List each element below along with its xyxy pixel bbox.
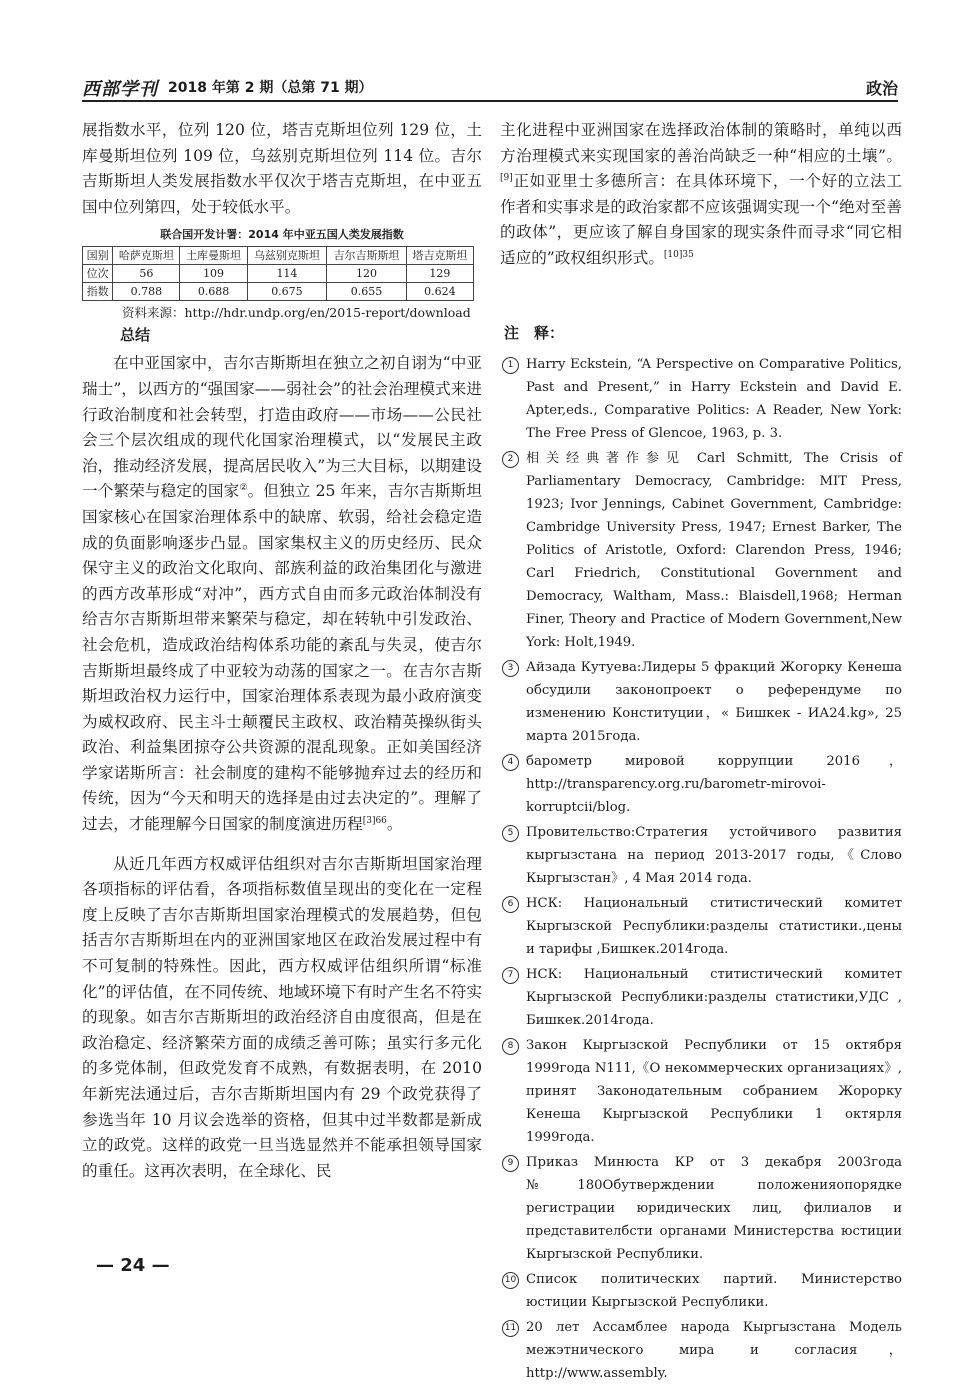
right-column — [500, 118, 902, 1387]
page-header — [82, 72, 898, 100]
note-text: 20 лет Ассамблее народа Кыргызстана Модель межэтнического мира и согласия，http://www.assembly. — [526, 1319, 902, 1381]
table-cell: 土库曼斯坦 — [180, 247, 247, 265]
note-item — [500, 892, 902, 961]
paragraph — [500, 118, 902, 272]
note-number: 7 — [502, 967, 519, 984]
table-cell: 哈萨克斯坦 — [113, 247, 180, 265]
table-cell: 0.788 — [113, 283, 180, 301]
table-header-row — [83, 247, 474, 265]
text-run: 。 — [386, 815, 403, 834]
note-text: Айзада Кутуева:Лидеры 5 фракций Жогорку Кенеша обсудили законопроект о референдуме по изменению Конституции，« Бишкек - ИА24.kg», 25 марта 2015года. — [526, 659, 902, 744]
notes-heading: 注 释： — [504, 323, 565, 342]
header-rule — [82, 100, 898, 102]
note-text: НСК: Национальный ститистический комитет Кыргызской Республики:разделы статистики.,цены и тарифы ,Бишкек.2014года. — [526, 895, 902, 957]
footnote-ref: ② — [239, 483, 248, 494]
note-item — [500, 1034, 902, 1149]
note-number: 5 — [502, 825, 519, 842]
note-text: барометр мировой коррупции 2016，http://transparency.org.ru/barometr-mirovoi-korruptcii/blog. — [526, 753, 902, 815]
section-heading: 总结 — [120, 326, 151, 345]
table-cell: 塔吉克斯坦 — [406, 247, 473, 265]
text-run: 。但独立 25 年来，吉尔吉斯斯坦国家核心在国家治理体系中的缺席、软弱，给社会稳定造成的负面影响逐步凸显。国家集权主义的历史经历、民众保守主义的政治文化取向、部族利益的政治集团化与激进的西方改革形成“对冲”，西方式自由而多元政治体制没有给吉尔吉斯斯坦带来繁荣与稳定，却在转轨中引发政治、社会危机，造成政治结构体系功能的紊乱与失灵，使吉尔吉斯斯坦最终成了中亚较为动荡的国家之一。在吉尔吉斯斯坦政治权力运行中，国家治理体系表现为最小政府演变为威权政府、民主斗士颠覆民主政权、政治精英操纵街头政治、利益集团掠夺公共资源的混乱现象。正如美国经济学家诺斯所言：社会制度的建构不能够抛弃过去的经历和传统，因为“今天和明天的选择是由过去决定的”。理解了过去，才能理解今日国家的制度演进历程 — [82, 482, 482, 834]
note-number: 1 — [502, 357, 519, 374]
note-item — [500, 656, 902, 748]
paragraph: 从近几年西方权威评估组织对吉尔吉斯斯坦国家治理各项指标的评估看，各项指标数值呈现出的变化在一定程度上反映了吉尔吉斯斯坦国家治理模式的发展趋势，但包括吉尔吉斯斯坦在内的亚洲国家地区在政治发展过程中有不可复制的特殊性。因此，西方权威评估组织所谓“标准化”的评估值，在不同传统、地域环境下有时产生名不符实的现象。如吉尔吉斯斯坦的政治经济自由度很高，但是在政治稳定、经济繁荣方面的成绩乏善可陈；虽实行多元化的多党体制，但政党发育不成熟，有数据表明，在 2010 年新宪法通过后，吉尔吉斯斯坦国内有 29 个政党获得了参选当年 10 月议会选举的资格，但其中过半数都是新成立的政党。这样的政党一旦当选显然并不能承担领导国家的重任。这再次表明，在全球化、民 — [82, 854, 482, 1180]
note-text: Harry Eckstein, “A Perspective on Comparative Politics, Past and Present,” in Harry Eckstein and David E. Apter,eds., Comparative Politics: A Reader, New York: The Free Press of Glencoe, 1963, p. 3. — [526, 356, 902, 441]
text-run: 在中亚国家中，吉尔吉斯斯坦在独立之初自诩为“中亚瑞士”，以西方的“强国家——弱社会”的社会治理模式来进行政治制度和社会转型，打造由政府——市场——公民社会三个层次组成的现代化国家治理模式，以“发展民主政治，推动经济发展，提高居民收入”为三大目标，以期建设一个繁荣与稳定的国家 — [82, 354, 482, 501]
table-cell: 指数 — [83, 283, 113, 301]
note-number: 8 — [502, 1038, 519, 1055]
text-run: 正如亚里士多德所言：在具体环境下，一个好的立法工作者和实事求是的政治家都不应该强调实现一个“绝对至善的政体”，更应该了解自身国家的现实条件而寻求“同它相适应的”政权组织形式。 — [500, 172, 902, 267]
note-number: 4 — [502, 754, 519, 771]
note-text: Список политических партий. Министерство юстиции Кыргызской Республики. — [526, 1271, 902, 1310]
note-number: 9 — [502, 1155, 519, 1172]
note-item — [500, 1268, 902, 1314]
table-cell: 吉尔吉斯斯坦 — [327, 247, 407, 265]
table-cell: 129 — [406, 265, 473, 283]
note-text: НСК: Национальный ститистический комитет Кыргызской Республики:разделы статистики,УДС , Бишкек.2014года. — [526, 966, 902, 1028]
table-cell: 120 — [327, 265, 407, 283]
note-item — [500, 1316, 902, 1385]
note-item — [500, 353, 902, 445]
citation-ref: [3]66 — [362, 815, 387, 826]
table-source: 资料来源：http://hdr.undp.org/en/2015-report/download — [122, 305, 471, 321]
note-text: Приказ Минюста КР от 3 декабря 2003года №180Обутверждении положенияопорядке регистрации юридических лиц, филиалов и представителбсти органами Министерства юстиции Кыргызской Республики. — [526, 1154, 902, 1262]
table-cell: 0.675 — [247, 283, 327, 301]
note-number: 3 — [502, 660, 519, 677]
table-cell: 位次 — [83, 265, 113, 283]
note-item — [500, 821, 902, 890]
hdi-table — [82, 246, 474, 301]
note-number: 10 — [502, 1272, 519, 1289]
note-item — [500, 1151, 902, 1266]
note-item — [500, 750, 902, 819]
notes-list — [500, 353, 902, 1385]
table-cell: 0.688 — [180, 283, 247, 301]
table-cell: 国别 — [83, 247, 113, 265]
table-cell: 乌兹别克斯坦 — [247, 247, 327, 265]
note-number: 11 — [502, 1320, 519, 1337]
page-number: — 24 — — [96, 1255, 170, 1276]
table-cell: 56 — [113, 265, 180, 283]
table-title: 联合国开发计署：2014 年中亚五国人类发展指数 — [160, 228, 404, 242]
table-row — [83, 283, 474, 301]
note-text: 相关经典著作参见 Carl Schmitt, The Crisis of Parliamentary Democracy, Cambridge: MIT Press, 1923; Ivor Jennings, Cabinet Government, Cambridge: Cambridge University Press, 1947; Ernest Barker, The Politics of Aristotle, Oxford: Clarendon Press, 1946; Carl Friedrich, Constitutional Government and Democracy, Waltham, Mass.: Blaisdell,1968; Herman Finer, Theory and Practice of Modern Government,New York: Holt,1949. — [526, 450, 902, 650]
table-cell: 109 — [180, 265, 247, 283]
note-text: Провительство:Стратегия устойчивого развития кыргызстана на период 2013-2017 годы,《Слово Кыргызстан》, 4 Мая 2014 года. — [526, 824, 902, 886]
table-row — [83, 265, 474, 283]
note-item — [500, 963, 902, 1032]
paragraph: 展指数水平，位列 120 位，塔吉克斯坦位列 129 位，土库曼斯坦位列 109 位，乌兹别克斯坦位列 114 位。吉尔吉斯斯坦人类发展指数水平仅次于塔吉克斯坦，在中亚五国中位列第四，处于较低水平。 — [82, 121, 482, 216]
citation-ref: [9] — [500, 173, 513, 183]
issue-label: 2018 年第 2 期（总第 71 期） — [168, 80, 373, 96]
table-cell: 114 — [247, 265, 327, 283]
text-run: 主化进程中亚洲国家在选择政治体制的策略时，单纯以西方治理模式来实现国家的善治尚缺乏一种“相应的土壤”。 — [500, 121, 902, 165]
note-number: 6 — [502, 896, 519, 913]
note-number: 2 — [502, 451, 519, 468]
table-cell: 0.624 — [406, 283, 473, 301]
note-text: Закон Кыргызской Республики от 15 октября 1999года N111,《О некоммерческих организациях》, принят Законодательным собранием Жорорку Кенеша Кыргызской Республики 1 октярля 1999года. — [526, 1037, 902, 1145]
table-cell: 0.655 — [327, 283, 407, 301]
citation-ref: [10]35 — [663, 249, 694, 260]
journal-logo: 西部学刊 — [82, 79, 158, 100]
note-item — [500, 447, 902, 654]
section-label: 政治 — [865, 79, 898, 98]
paragraph — [82, 351, 482, 837]
left-column — [82, 118, 482, 1184]
